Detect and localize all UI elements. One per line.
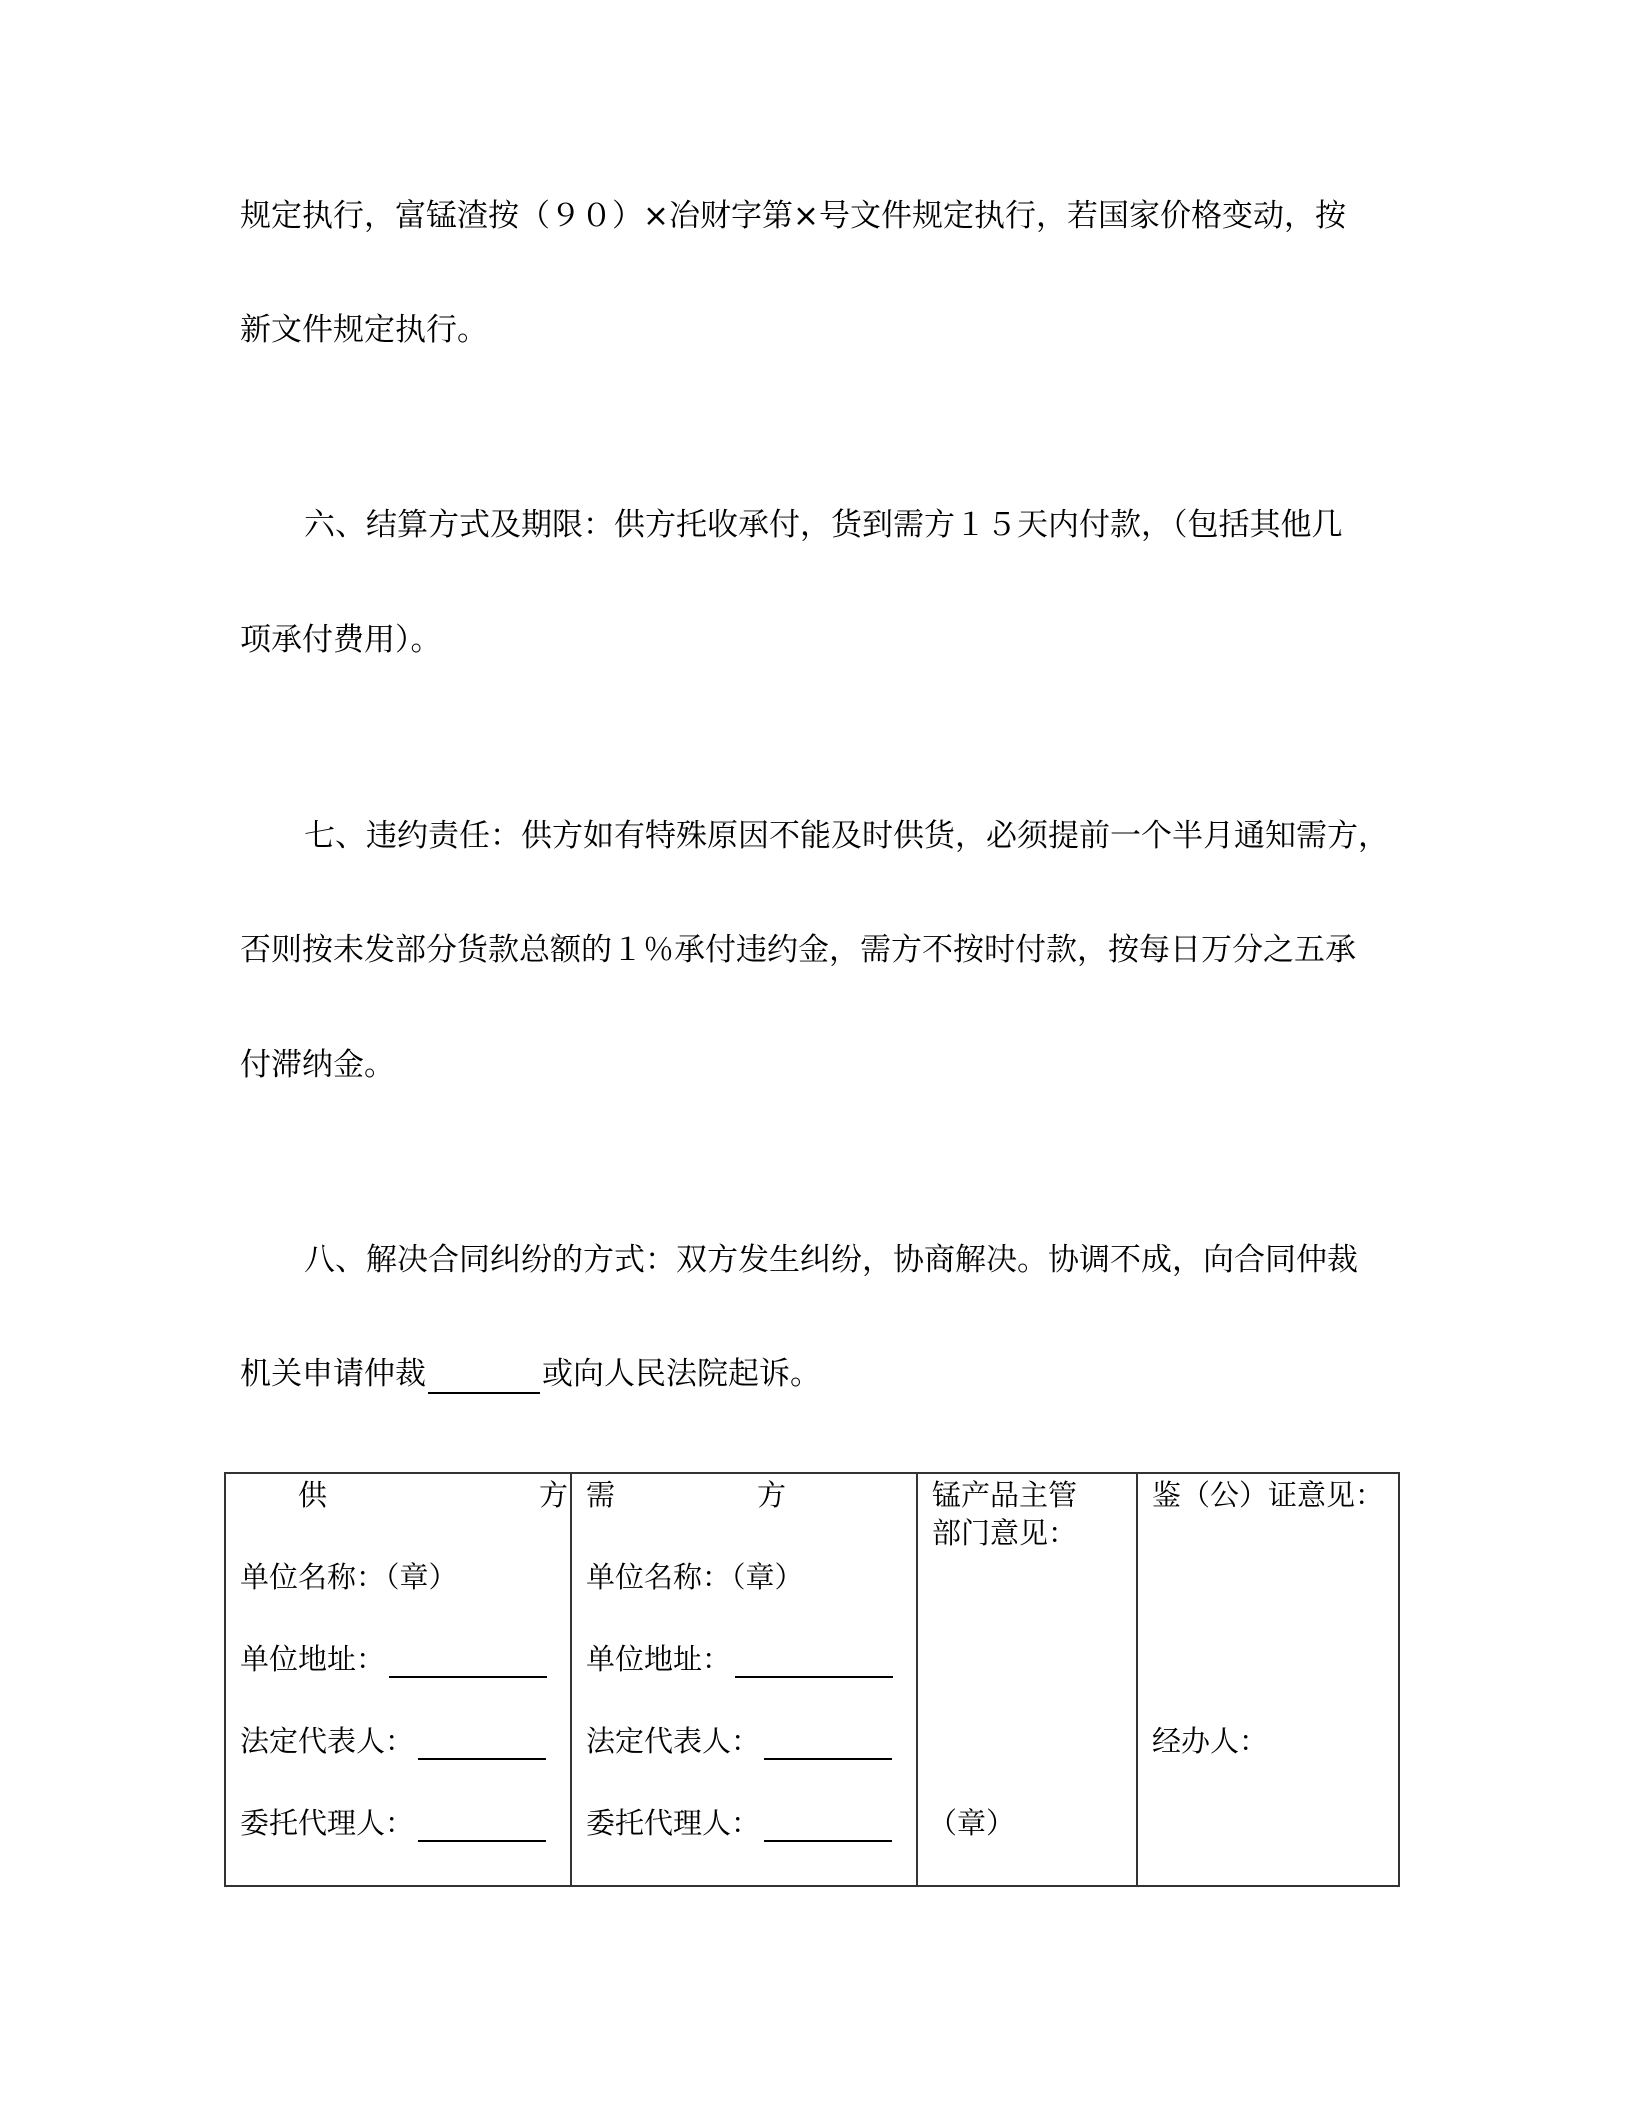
supplier-title-a: 供 xyxy=(298,1478,328,1512)
buyer-unit-address-field[interactable] xyxy=(735,1646,893,1678)
buyer-legal-rep-label: 法定代表人： xyxy=(586,1724,761,1758)
authority-title-line-1: 锰产品主管 xyxy=(932,1478,1078,1512)
clause-7-line-1: 七、违约责任：供方如有特殊原因不能及时供货，必须提前一个半月通知需方， xyxy=(304,818,1389,854)
supplier-unit-address-label: 单位地址： xyxy=(240,1642,386,1676)
authority-seal: （章） xyxy=(928,1806,1016,1840)
buyer-unit-address-row xyxy=(586,1640,893,1678)
buyer-agent-field[interactable] xyxy=(764,1810,892,1842)
supplier-cell xyxy=(225,1473,571,1886)
buyer-agent-row xyxy=(586,1804,892,1842)
supplier-unit-address-field[interactable] xyxy=(389,1646,547,1678)
authority-cell xyxy=(917,1473,1137,1886)
supplier-legal-rep-label: 法定代表人： xyxy=(240,1724,415,1758)
paragraph-5-continued-line-2: 新文件规定执行。 xyxy=(240,312,488,348)
clause-8-line-1: 八、解决合同纠纷的方式：双方发生纠纷，协商解决。协调不成，向合同仲裁 xyxy=(304,1242,1358,1278)
buyer-unit-name: 单位名称：（章） xyxy=(586,1560,804,1594)
clause-7-line-2: 否则按未发部分货款总额的１％承付违约金，需方不按时付款，按每日万分之五承 xyxy=(240,932,1356,968)
clause-8-text-a: 机关申请仲裁 xyxy=(240,1356,426,1392)
supplier-title-b: 方 xyxy=(538,1478,568,1512)
authority-title-line-2: 部门意见： xyxy=(932,1516,1078,1550)
buyer-title-b: 方 xyxy=(756,1478,786,1512)
notary-cell xyxy=(1137,1473,1399,1886)
clause-7-line-3: 付滞纳金。 xyxy=(240,1047,395,1083)
buyer-agent-label: 委托代理人： xyxy=(586,1806,761,1840)
supplier-agent-row xyxy=(240,1804,546,1842)
clause-8-text-b: 或向人民法院起诉。 xyxy=(542,1356,821,1392)
buyer-legal-rep-field[interactable] xyxy=(764,1728,892,1760)
supplier-legal-rep-row xyxy=(240,1722,546,1760)
buyer-unit-address-label: 单位地址： xyxy=(586,1642,732,1676)
buyer-legal-rep-row xyxy=(586,1722,892,1760)
signature-table xyxy=(224,1472,1400,1887)
notary-title: 鉴（公）证意见： xyxy=(1152,1478,1385,1512)
supplier-agent-field[interactable] xyxy=(418,1810,546,1842)
clause-6-line-2: 项承付费用）。 xyxy=(240,622,442,658)
notary-handler-label: 经办人： xyxy=(1152,1724,1269,1758)
supplier-agent-label: 委托代理人： xyxy=(240,1806,415,1840)
clause-6-line-1: 六、结算方式及期限：供方托收承付，货到需方１５天内付款，（包括其他几 xyxy=(304,507,1343,543)
arbitration-blank[interactable] xyxy=(428,1360,540,1394)
supplier-legal-rep-field[interactable] xyxy=(418,1728,546,1760)
buyer-cell xyxy=(571,1473,917,1886)
buyer-title-a: 需 xyxy=(586,1478,616,1512)
supplier-unit-name: 单位名称：（章） xyxy=(240,1560,458,1594)
clause-8-line-2 xyxy=(240,1354,1390,1394)
paragraph-5-continued-line-1: 规定执行，富锰渣按（９０）×冶财字第×号文件规定执行，若国家价格变动，按 xyxy=(240,198,1346,234)
supplier-unit-address-row xyxy=(240,1640,547,1678)
